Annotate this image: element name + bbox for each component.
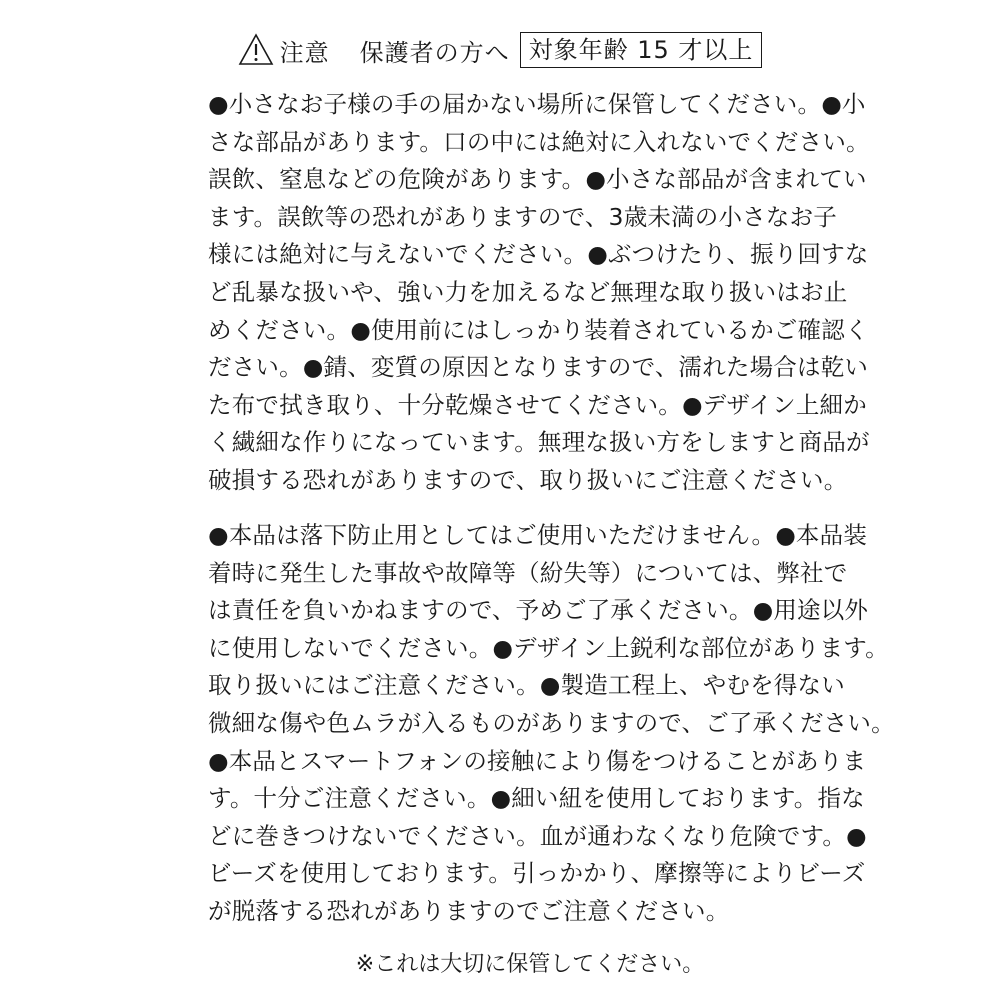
text-line: ビーズを使用しております。引っかかり、摩擦等によりビーズ [208, 859, 866, 888]
text-line: す。十分ご注意ください。●細い紐を使用しております。指な [208, 784, 865, 813]
text-line: 微細な傷や色ムラが入るものがありますので、ご了承ください。 [208, 708, 895, 737]
text-line: さな部品があります。口の中には絶対に入れないでください。 [208, 127, 870, 156]
text-line: た布で拭き取り、十分乾燥させてください。●デザイン上細か [208, 390, 867, 419]
text-line: 様には絶対に与えないでください。●ぶつけたり、振り回すな [208, 240, 869, 269]
caution-paragraph-1 [208, 86, 870, 500]
caution-paragraph-2 [208, 517, 895, 931]
text-line: ださい。●錆、変質の原因となりますので、濡れた場合は乾い [208, 353, 869, 382]
text-line: 着時に発生した事故や故障等（紛失等）については、弊社で [208, 558, 848, 587]
text-line: 破損する恐れがありますので、取り扱いにご注意ください。 [208, 465, 848, 494]
text-line: めください。●使用前にはしっかり装着されているかご確認く [208, 315, 869, 344]
text-line: ます。誤飲等の恐れがありますので、3歳未満の小さなお子 [208, 202, 838, 231]
text-line: に使用しないでください。●デザイン上鋭利な部位があります。 [208, 633, 889, 662]
caution-label: 注意 [279, 38, 330, 67]
text-line: 誤飲、窒息などの危険があります。●小さな部品が含まれてい [208, 165, 867, 194]
age-target-badge: 対象年齢 15 才以上 [520, 32, 763, 68]
warning-triangle-icon [238, 33, 274, 67]
text-line: どに巻きつけないでください。血が通わなくなり危険です。● [208, 821, 867, 850]
text-line: は責任を負いかねますので、予めご了承ください。●用途以外 [208, 596, 869, 625]
text-line: ど乱暴な扱いや、強い力を加えるなど無理な取り扱いはお止 [208, 277, 848, 306]
text-line: 取り扱いにはご注意ください。●製造工程上、やむを得ない [208, 671, 845, 700]
text-line: ●本品は落下防止用としてはご使用いただけません。●本品装 [208, 521, 868, 549]
text-line: ●本品とスマートフォンの接触により傷をつけることがありま [208, 746, 867, 775]
guardian-label: 保護者の方へ [359, 38, 510, 67]
text-line: く繊細な作りになっています。無理な扱い方をしますと商品が [208, 428, 870, 457]
warning-header [0, 26, 1000, 74]
text-line: が脱落する恐れがありますのでご注意ください。 [208, 896, 730, 925]
footer-note: ※これは大切に保管してください。 [355, 952, 705, 977]
text-line: ●小さなお子様の手の届かない場所に保管してください。●小 [208, 90, 866, 118]
